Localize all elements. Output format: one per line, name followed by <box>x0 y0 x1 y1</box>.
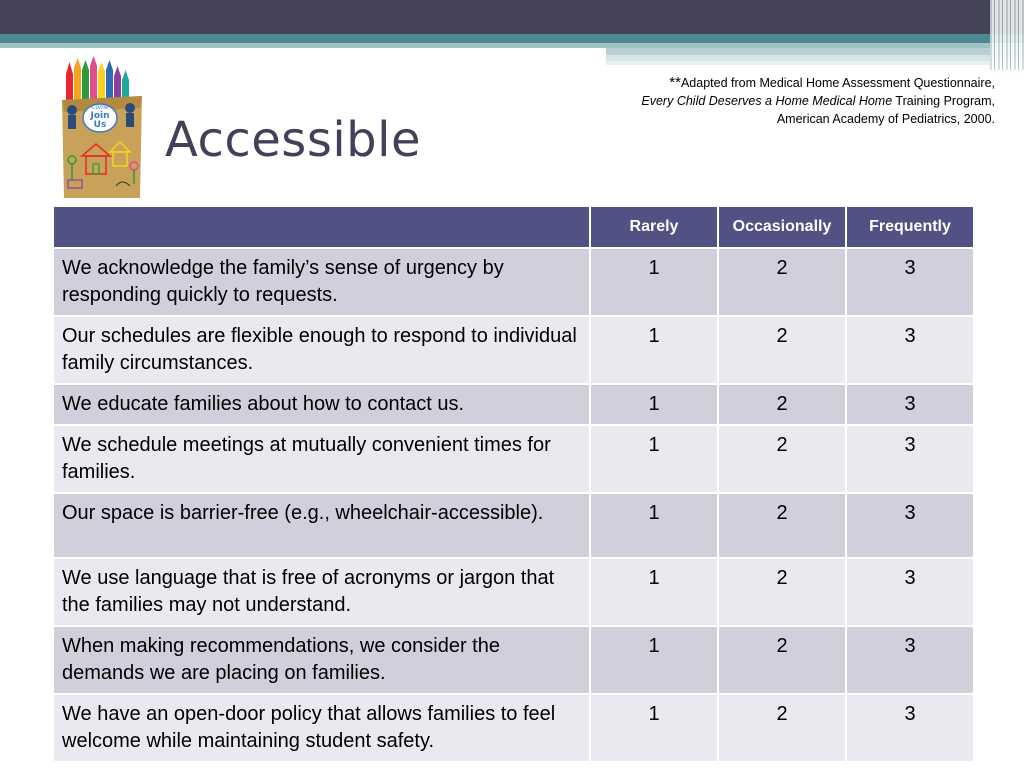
crayon-bag-logo-icon <box>58 56 146 200</box>
citation-program-rest: Training Program, <box>892 94 995 108</box>
slide-title: Accessible <box>165 112 421 168</box>
header-occasionally: Occasionally <box>718 206 846 248</box>
frequently-cell: 3 <box>846 384 974 425</box>
statement-cell: We educate families about how to contact us. <box>53 384 590 425</box>
table-row <box>53 626 974 694</box>
occasionally-cell: 2 <box>718 694 846 762</box>
table-row <box>53 493 974 558</box>
statement-cell: We acknowledge the family’s sense of urgency by responding quickly to requests. <box>53 248 590 316</box>
statement-cell: We schedule meetings at mutually convenient times for families. <box>53 425 590 493</box>
statement-cell: Our schedules are flexible enough to respond to individual family circumstances. <box>53 316 590 384</box>
header-frequently: Frequently <box>846 206 974 248</box>
table-header-row <box>53 206 974 248</box>
rarely-cell: 1 <box>590 626 718 694</box>
frequently-cell: 3 <box>846 694 974 762</box>
citation-line-3: American Academy of Pediatrics, 2000. <box>776 112 995 126</box>
citation <box>555 74 995 128</box>
statement-cell: Our space is barrier-free (e.g., wheelchair-accessible). <box>53 493 590 558</box>
frequently-cell: 3 <box>846 626 974 694</box>
svg-text:Join: Join <box>90 111 110 121</box>
statement-cell: We have an open-door policy that allows families to feel welcome while maintaining student safety. <box>53 694 590 762</box>
citation-source: Adapted from Medical Home Assessment Questionnaire, <box>680 76 995 90</box>
rarely-cell: 1 <box>590 493 718 558</box>
citation-line-2 <box>555 92 995 110</box>
occasionally-cell: 2 <box>718 493 846 558</box>
top-banner <box>0 0 1024 34</box>
table-row <box>53 425 974 493</box>
rarely-cell: 1 <box>590 694 718 762</box>
rarely-cell: 1 <box>590 558 718 626</box>
decor-stripes <box>990 0 1024 70</box>
table-row <box>53 384 974 425</box>
teal-band <box>0 34 1024 43</box>
assessment-table <box>52 205 975 763</box>
occasionally-cell: 2 <box>718 425 846 493</box>
frequently-cell: 3 <box>846 316 974 384</box>
rarely-cell: 1 <box>590 248 718 316</box>
occasionally-cell: 2 <box>718 316 846 384</box>
rarely-cell: 1 <box>590 384 718 425</box>
citation-line-1 <box>555 74 995 92</box>
decor-band-1 <box>606 48 1024 55</box>
occasionally-cell: 2 <box>718 248 846 316</box>
frequently-cell: 3 <box>846 425 974 493</box>
svg-text:Come: Come <box>91 104 109 111</box>
frequently-cell: 3 <box>846 248 974 316</box>
table-row <box>53 316 974 384</box>
header-statement <box>53 206 590 248</box>
rarely-cell: 1 <box>590 316 718 384</box>
table-row <box>53 558 974 626</box>
statement-cell: When making recommendations, we consider the demands we are placing on families. <box>53 626 590 694</box>
statement-cell: We use language that is free of acronyms or jargon that the families may not understand. <box>53 558 590 626</box>
frequently-cell: 3 <box>846 558 974 626</box>
table-row <box>53 248 974 316</box>
occasionally-cell: 2 <box>718 558 846 626</box>
occasionally-cell: 2 <box>718 626 846 694</box>
table-row <box>53 694 974 762</box>
occasionally-cell: 2 <box>718 384 846 425</box>
citation-marker: ** <box>669 74 681 91</box>
decor-band-3 <box>606 61 1024 65</box>
header-rarely: Rarely <box>590 206 718 248</box>
citation-program-title: Every Child Deserves a Home Medical Home <box>641 94 893 108</box>
rarely-cell: 1 <box>590 425 718 493</box>
frequently-cell: 3 <box>846 493 974 558</box>
svg-text:Us: Us <box>93 120 107 130</box>
